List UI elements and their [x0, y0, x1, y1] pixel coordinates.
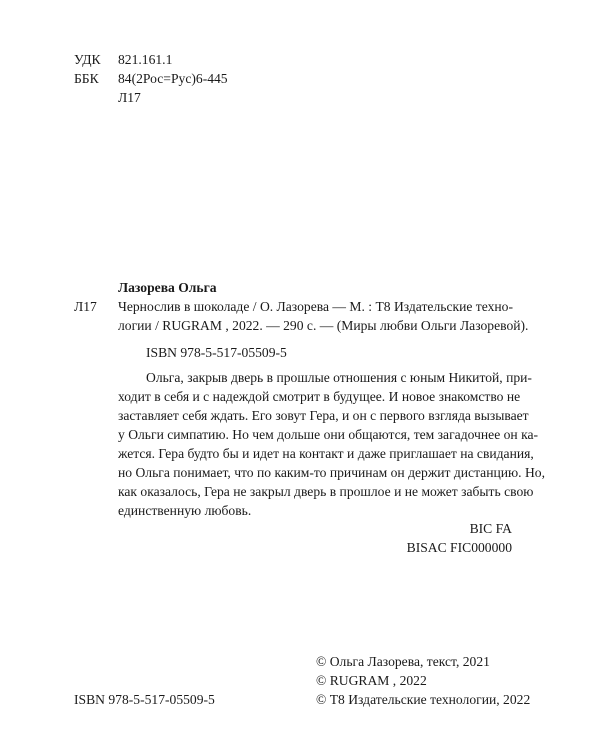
card-author: Лазорева Ольга — [118, 280, 217, 295]
bisac-code: BISAC FIC000000 — [406, 540, 512, 555]
card-isbn: ISBN 978-5-517-05509-5 — [146, 345, 287, 360]
bbk-line — [74, 69, 228, 88]
annotation-line: жется. Гера будто бы и идет на контакт и даже приглашает на свидания, — [118, 446, 534, 461]
annotation-line: единственную любовь. — [118, 503, 252, 518]
annotation-line: заставляет себя ждать. Его зовут Гера, и он с первого взгляда вызывает — [118, 408, 529, 423]
bic-code: BIC FA — [469, 521, 512, 536]
copyright-block — [316, 652, 530, 709]
copyright-line: © Т8 Издательские технологии, 2022 — [316, 692, 531, 707]
annotation-line: Ольга, закрыв дверь в прошлые отношения с юным Никитой, при- — [146, 370, 532, 385]
udk-label: УДК — [74, 52, 101, 67]
bbk-value: 84(2Рос=Рус)6-445 — [118, 71, 228, 86]
author-mark-top: Л17 — [118, 90, 141, 105]
copyright-line: © Ольга Лазорева, текст, 2021 — [316, 654, 490, 669]
bbk-label: ББК — [74, 71, 99, 86]
subject-codes — [312, 519, 512, 557]
annotation-line: но Ольга понимает, что по каким-то причинам он держит дистанцию. Но, — [118, 465, 545, 480]
footer-isbn: ISBN 978-5-517-05509-5 — [74, 692, 215, 707]
udk-line — [74, 50, 172, 69]
annotation-line: ходит в себя и с надеждой смотрит в будущее. И новое знакомство не — [118, 389, 521, 404]
annotation-line: как оказалось, Гера не закрыл дверь в прошлое и не может забыть свою — [118, 484, 534, 499]
card-desc-line-1: Чернослив в шоколаде / О. Лазорева — М. : Т8 Издательские техно- — [118, 299, 513, 314]
copyright-line: © RUGRAM , 2022 — [316, 673, 427, 688]
annotation-line: у Ольги симпатию. Но чем дольше они общаются, тем загадочнее он ка- — [118, 427, 539, 442]
card-desc-line-2: логии / RUGRAM , 2022. — 290 с. — (Миры любви Ольги Лазоревой). — [118, 318, 529, 333]
annotation — [118, 368, 545, 520]
udk-value: 821.161.1 — [118, 52, 173, 67]
card-mark: Л17 — [74, 299, 97, 314]
